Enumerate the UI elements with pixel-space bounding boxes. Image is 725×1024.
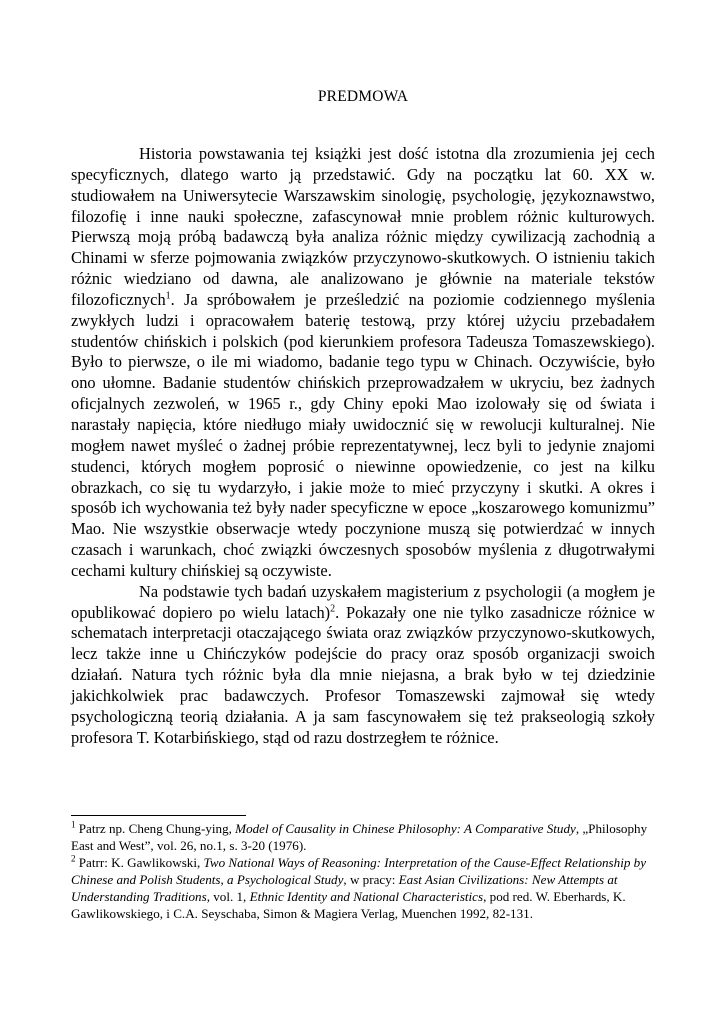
body-text — [71, 144, 655, 748]
footnote-2-title: Two National Ways of Reasoning: Interpretation of the Cause-Effect Relationship by Chinese and Polish Students, a Psychological Study — [71, 855, 647, 887]
footnote-2-book: East Asian Civilizations: New Attempts at Understanding Traditions — [71, 872, 618, 904]
footnote-2-mid: , w pracy: — [343, 872, 399, 887]
paragraph-2 — [71, 582, 655, 749]
footnotes — [71, 820, 655, 922]
footnote-2-number: 2 — [71, 853, 76, 864]
page-title: PREDMOWA — [317, 88, 409, 105]
footnote-2 — [71, 854, 655, 922]
paragraph-1-part-1: Historia powstawania tej książki jest dość istotna dla zrozumienia jej cech specyficznych, dlatego warto ją przedstawić. Gdy na początku lat 60. XX w. studiowałem na Uniwersytecie Warszawskim sinologię, psychologię, językoznawstwo, filozofię i inne nauki społeczne, zafascynował mnie problem różnic kulturowych. Pierwszą moją próbą badawczą była analiza różnic między cywilizacją zachodnią a Chinami w sferze pojmowania związków przyczynowo-skutkowych. O istnieniu takich różnic wiedziano od dawna, ale analizowano je głównie na materiale tekstów filozoficznych — [71, 144, 655, 309]
footnote-1-number: 1 — [71, 819, 76, 830]
paragraph-1 — [71, 144, 655, 582]
footnote-1-pre: Patrz np. Cheng Chung-ying, — [75, 821, 236, 836]
footnote-1-title: Model of Causality in Chinese Philosophy: A Comparative Study — [235, 821, 576, 836]
footnote-2-pre: Patrr: K. Gawlikowski, — [75, 855, 204, 870]
footnote-1-post: , „Philosophy East and West”, vol. 26, no.1, s. 3-20 (1976). — [71, 821, 648, 853]
footnote-2-mid2: , vol. 1, — [206, 889, 250, 904]
footnote-separator — [71, 815, 246, 816]
footnote-1 — [71, 820, 655, 854]
paragraph-2-part-1: Na podstawie tych badań uzyskałem magisterium z psychologii (a mogłem je opublikować dopiero po wielu latach) — [71, 581, 655, 622]
footnote-ref-2[interactable]: 2 — [330, 603, 336, 615]
footnote-2-post: , pod red. W. Eberhards, K. Gawlikowskiego, i C.A. Seyschaba, Simon & Magiera Verlag, Muenchen 1992, 82-131. — [71, 889, 626, 921]
footnote-ref-1[interactable]: 1 — [165, 290, 171, 302]
paragraph-1-part-2: . Ja spróbowałem je prześledzić na poziomie codziennego myślenia zwykłych ludzi i opracowałem baterię testową, przy której użyciu przebadałem studentów chińskich i polskich (pod kierunkiem profesora Tadeusza Tomaszewskiego). Było to pierwsze, o ile mi wiadomo, badanie tego typu w Chinach. Oczywiście, było ono ułomne. Badanie studentów chińskich przeprowadzałem w ukryciu, bez żadnych oficjalnych zezwoleń, w 1965 r., gdy Chiny epoki Mao izolowały się od świata i narastały napięcia, które niedługo miały uwidocznić się w rewolucji kulturalnej. Nie mogłem nawet myśleć o żadnej próbie reprezentatywnej, lecz byli to jedynie znajomi studenci, których mogłem poprosić o niewinne opowiedzenie, co jest na kilku obrazkach, co się tu wydarzyło, i jakie może to mieć przyczyny i skutki. A okres i sposób ich wychowania też były nader specyficzne w epoce „koszarowego komunizmu” Mao. Nie wszystkie obserwacje wtedy poczynione muszą się potwierdzać w innych czasach i warunkach, choć związki ówczesnych sposobów myślenia z długotrwałymi cechami kultury chińskiej są oczywiste. — [71, 289, 655, 580]
paragraph-2-part-2: . Pokazały one nie tylko zasadnicze różnice w schematach interpretacji otaczającego świata oraz związków przyczynowo-skutkowych, lecz także inne u Chińczyków podejście do pracy oraz sposób organizacji swoich działań. Natura tych różnic była dla mnie niejasna, a brak było w tej dziedzinie jakichkolwiek prac badawczych. Profesor Tomaszewski zajmował się wtedy psychologiczną teorią działania. A ja sam fascynowałem się też prakseologią szkoły profesora T. Kotarbińskiego, stąd od razu dostrzegłem te różnice. — [71, 602, 655, 747]
footnote-2-volume: Ethnic Identity and National Characteristics — [249, 889, 484, 904]
